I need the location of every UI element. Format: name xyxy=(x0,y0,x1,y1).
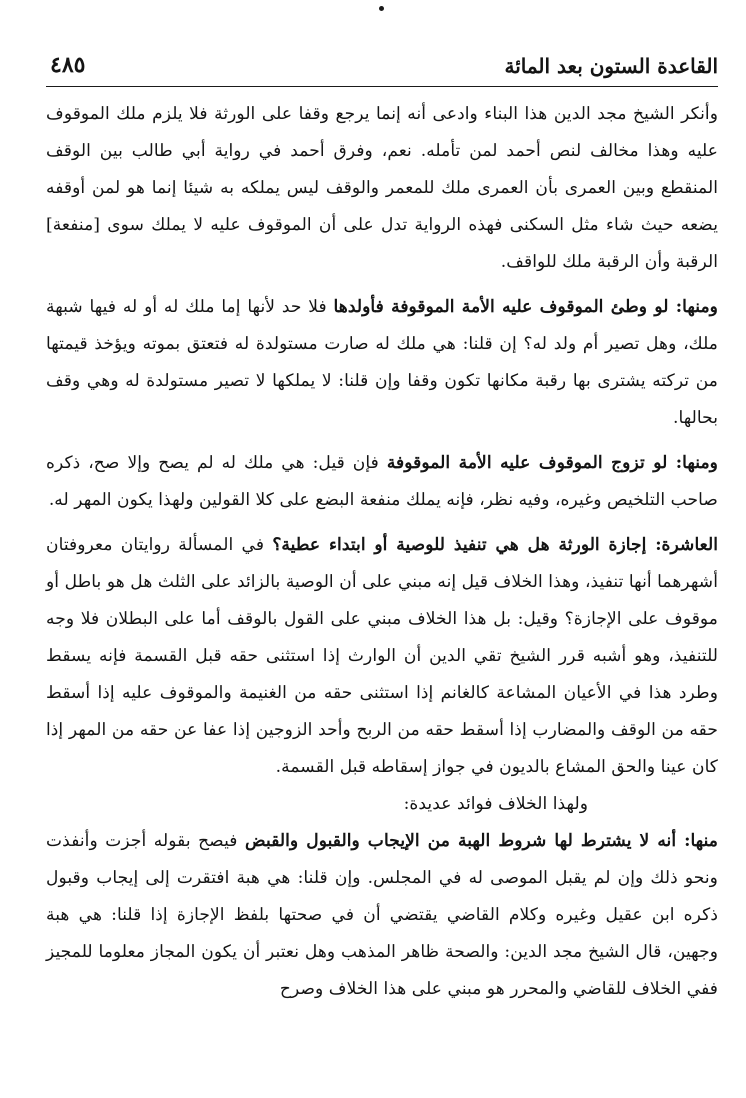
paragraph xyxy=(46,96,718,281)
paragraph-text: في المسألة روايتان معروفتان أشهرهما أنها تنفيذ، وهذا الخلاف قيل إنه مبني على أن الوصية بالزائد على الثلث هل هو باطل أو موقوف على الإجازة؟ وقيل: بل هذا الخلاف مبني على القول بالوقف أما على البطلان فلا وجه للتنفيذ، وهو أشبه قرر الشيخ تقي الدين أن الوارث إذا استثنى حقه قبل القسمة فإنه يسقط وطرد هذا في الأعيان المشاعة كالغانم إذا استثنى حقه من الغنيمة والموقوف عليه إذا أسقط حقه من الوقف والمضارب إذا أسقط حقه من الربح وأحد الزوجين إذا عفا عن حقه من المهر إذا كان عينا والحق المشاع بالديون في جواز إسقاطه قبل القسمة. xyxy=(46,535,718,777)
paragraph-heading: العاشرة: إجازة الورثة هل هي تنفيذ للوصية أو ابتداء عطية؟ xyxy=(272,535,718,555)
running-header xyxy=(46,52,718,82)
paragraph xyxy=(46,445,718,519)
paragraph-text: فيصح بقوله أجزت وأنفذت ونحو ذلك وإن لم يقبل الموصى له في المجلس. وإن قلنا: هي هبة افتقرت إلى إيجاب وقبول ذكره ابن عقيل وغيره وكلام القاضي يقتضي أن في صحتها بلفظ الإجازة إذا قلنا: هي هبة وجهين، قال الشيخ مجد الدين: والصحة ظاهر المذهب وهل نعتبر أن يكون المجاز معلوما للمجيز ففي الخلاف للقاضي والمحرر هو مبني على هذا الخلاف وصرح xyxy=(46,831,718,999)
paragraph xyxy=(46,527,718,786)
paragraph-text: فلا حد لأنها إما ملك له أو له فيها شبهة ملك، وهل تصير أم ولد له؟ إن قلنا: هي ملك له صارت مستولدة له فتعتق بموته ويؤخذ قيمتها من تركته يشترى بها رقبة مكانها تكون وقفا وإن قلنا: لا يملكها لا تصير مستولدة له وهي وقف بحالها. xyxy=(46,297,718,428)
paragraph-text: فإن قيل: هي ملك له لم يصح وإلا صح، ذكره صاحب التلخيص وغيره، وفيه نظر، فإنه يملك منفعة البضع على كلا القولين ولهذا يكون المهر له. xyxy=(46,453,718,510)
paragraph xyxy=(46,786,718,823)
paragraph-text: ولهذا الخلاف فوائد عديدة: xyxy=(403,794,588,814)
paragraph-heading: ومنها: لو وطئ الموقوف عليه الأمة الموقوفة فأولدها xyxy=(333,297,718,317)
page-mark xyxy=(379,6,384,11)
header-divider xyxy=(46,86,718,87)
paragraph-heading: منها: أنه لا يشترط لها شروط الهبة من الإيجاب والقبول والقبض xyxy=(244,831,718,851)
paragraph xyxy=(46,823,718,1008)
body-text xyxy=(46,96,718,1008)
chapter-title: القاعدة الستون بعد المائة xyxy=(504,54,718,78)
paragraph xyxy=(46,289,718,437)
paragraph-text: وأنكر الشيخ مجد الدين هذا البناء وادعى أنه إنما يرجع وقفا على الورثة فلا يلزم ملك الموقوف عليه وهذا مخالف لنص أحمد لمن تأمله. نعم، وفرق أحمد في رواية أبي طالب بين الوقف المنقطع وبين العمرى بأن العمرى ملك للمعمر والوقف ليس يملكه به شيئا إنما هو لمن أوقفه يضعه حيث شاء مثل السكنى فهذه الرواية تدل على أن الموقوف عليه لا يملك سوى [منفعة] الرقبة وأن الرقبة ملك للواقف. xyxy=(46,104,718,272)
paragraph-heading: ومنها: لو تزوج الموقوف عليه الأمة الموقوفة xyxy=(386,453,718,473)
book-page xyxy=(46,0,718,1098)
page-number: ٤٨٥ xyxy=(50,52,86,78)
